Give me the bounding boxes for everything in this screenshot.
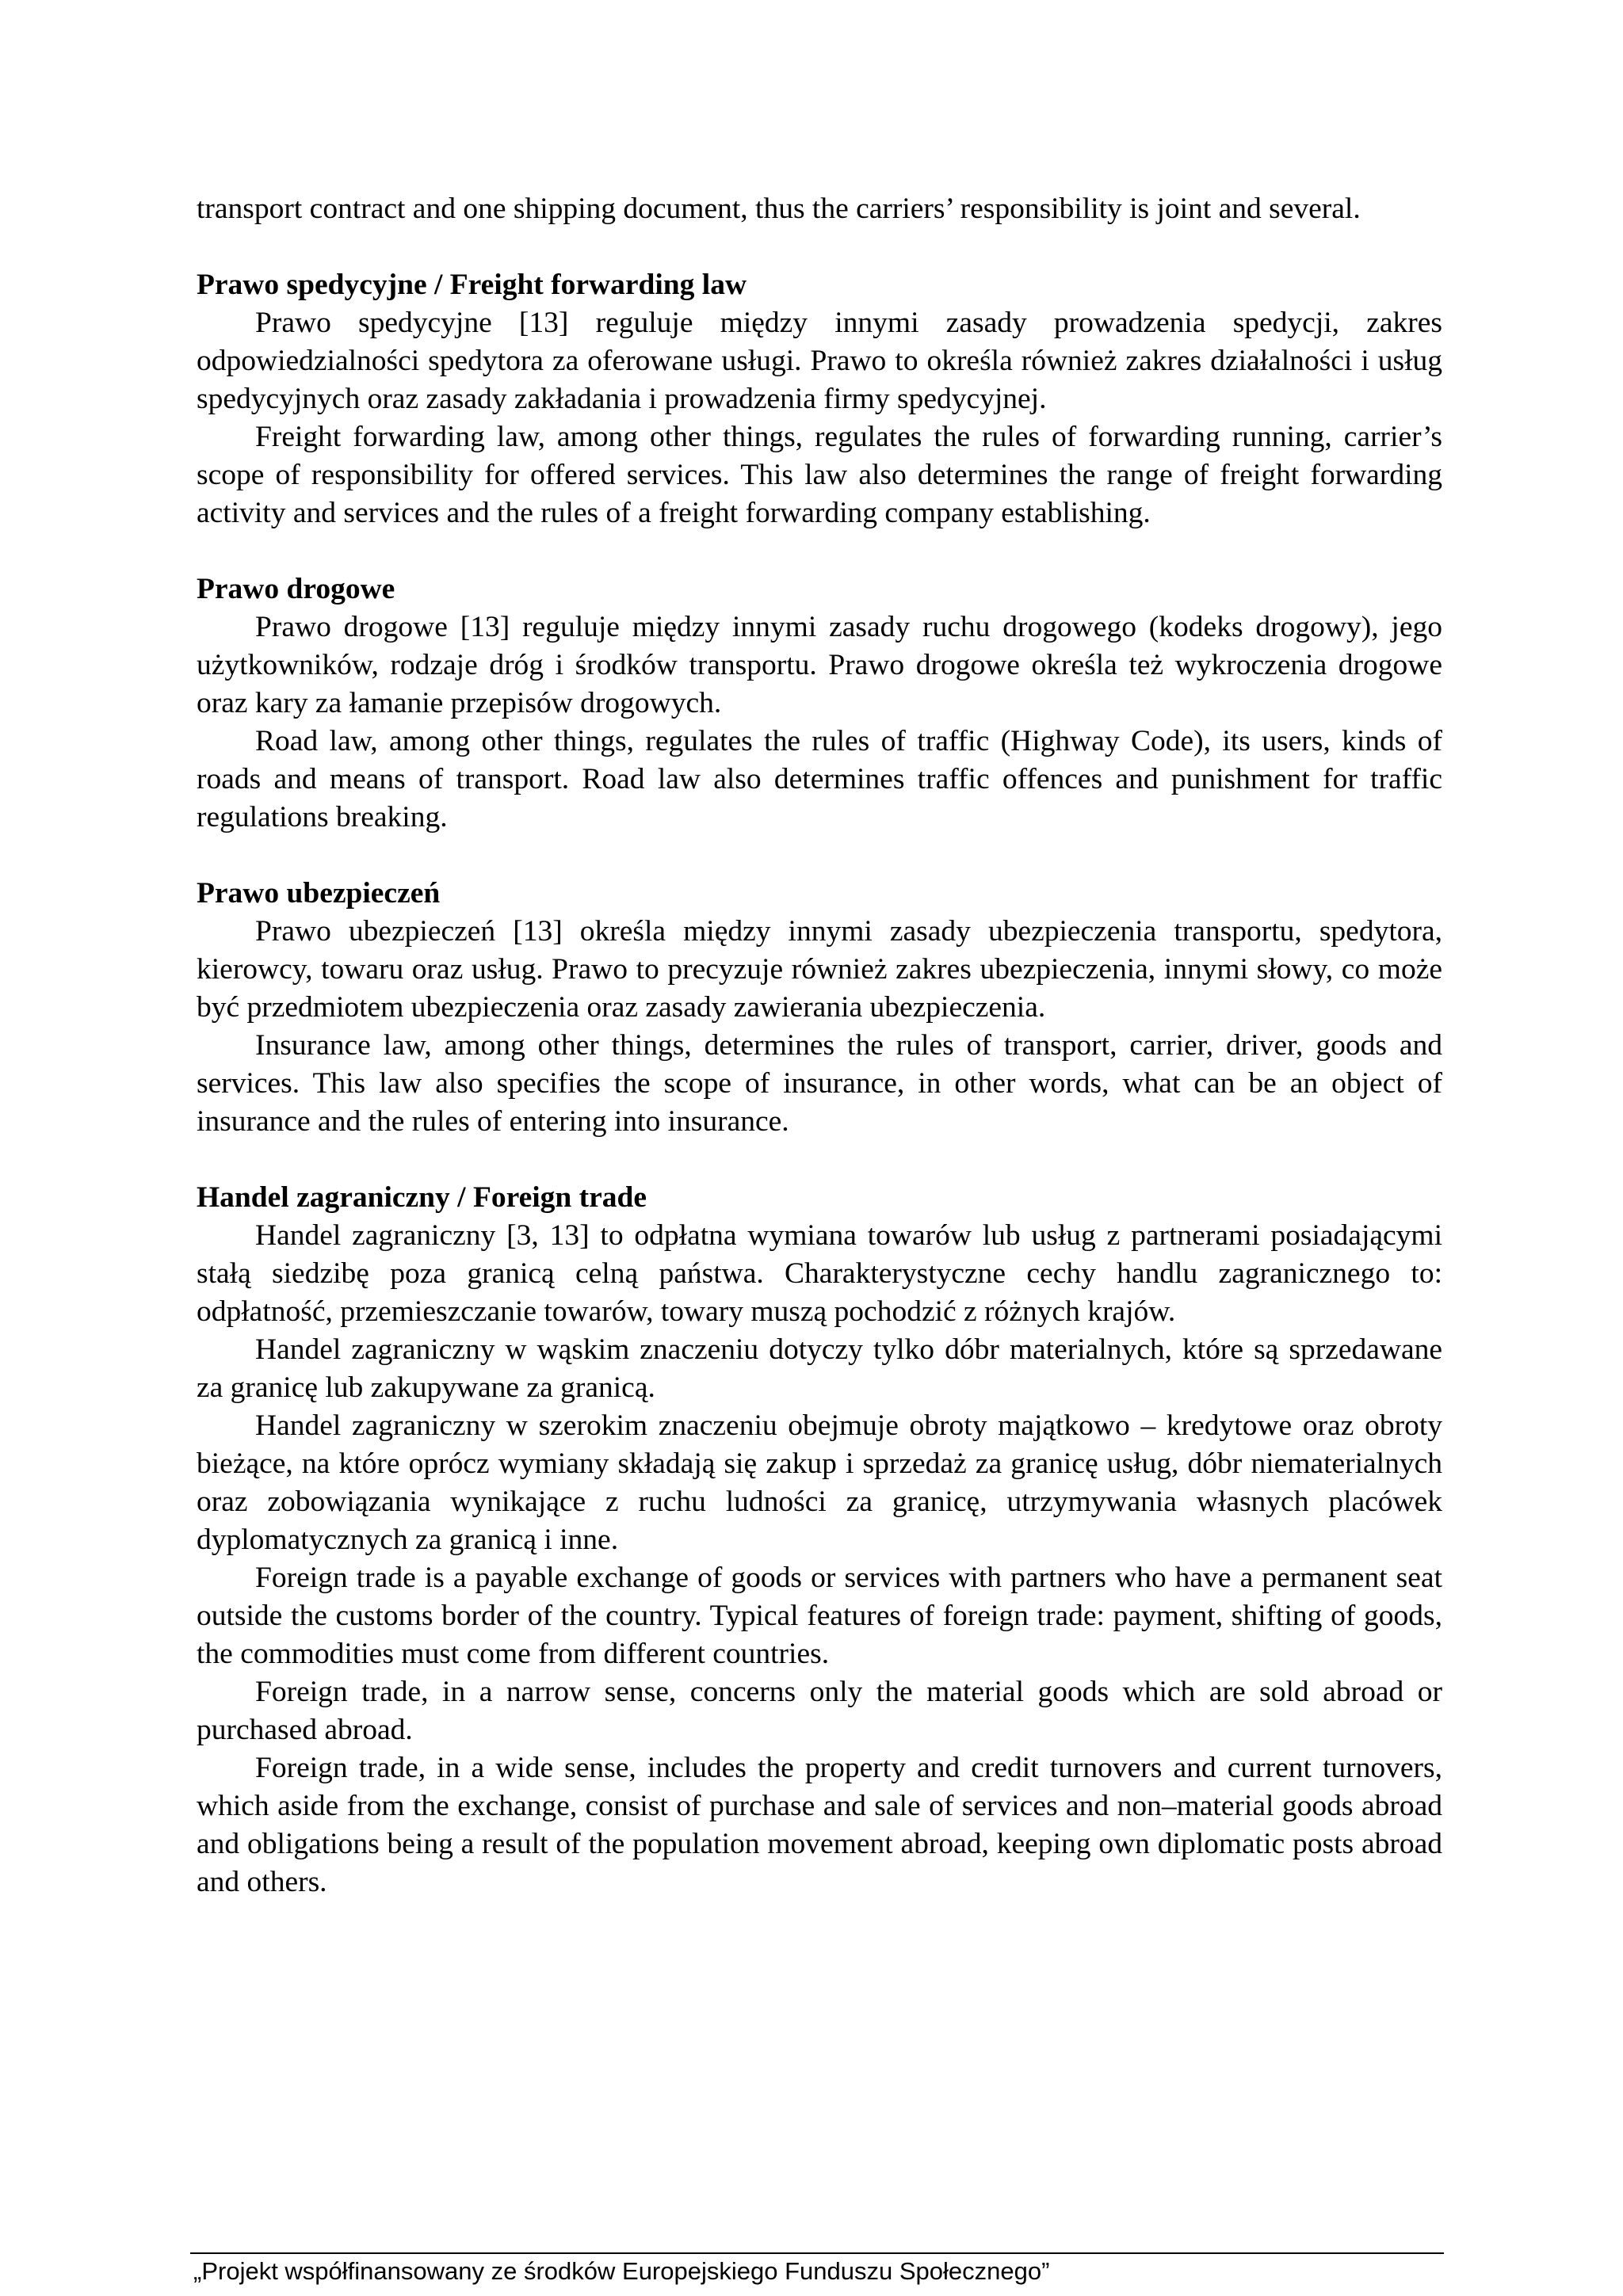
section-insurance-law [197, 875, 1442, 1141]
page-body [197, 190, 1442, 1901]
section-heading: Prawo spedycyjne / Freight forwarding law [197, 269, 747, 301]
spacer [197, 837, 1442, 875]
paragraph: Freight forwarding law, among other things, regulates the rules of forwarding running, carrier’s scope of responsibility for offered services. This law also determines the range of freight forwarding activity and services and the rules of a freight forwarding company establishing. [197, 421, 1442, 529]
paragraph: Prawo spedycyjne [13] reguluje między innymi zasady prowadzenia spedycji, zakres odpowiedzialności spedytora za oferowane usługi. Prawo to określa również zakres działalności i usług spedycyjnych oraz zasady zakładania i prowadzenia firmy spedycyjnej. [197, 307, 1442, 415]
paragraph: Foreign trade, in a narrow sense, concerns only the material goods which are sold abroad or purchased abroad. [197, 1676, 1442, 1746]
section-foreign-trade [197, 1179, 1442, 1901]
paragraph: Foreign trade is a payable exchange of goods or services with partners who have a permanent seat outside the customs border of the country. Typical features of foreign trade: payment, shifting of goods, the commodities must come from different countries. [197, 1562, 1442, 1670]
section-heading: Prawo drogowe [197, 573, 395, 605]
spacer [197, 228, 1442, 266]
section-heading: Handel zagraniczny / Foreign trade [197, 1181, 647, 1214]
paragraph: Handel zagraniczny [3, 13] to odpłatna wymiana towarów lub usług z partnerami posiadającymi stałą siedzibę poza granicą celną państwa. Charakterystyczne cechy handlu zagranicznego to: odpłatność, przemieszczanie towarów, towary muszą pochodzić z różnych krajów. [197, 1219, 1442, 1328]
paragraph: Foreign trade, in a wide sense, includes the property and credit turnovers and current turnovers, which aside from the exchange, consist of purchase and sale of services and non–material goods abroad and obligations being a result of the population movement abroad, keeping own diplomatic posts abroad and others. [197, 1752, 1442, 1898]
intro-paragraph: transport contract and one shipping document, thus the carriers’ responsibility is joint and several. [197, 193, 1361, 225]
paragraph: Road law, among other things, regulates the rules of traffic (Highway Code), its users, kinds of roads and means of transport. Road law also determines traffic offences and punishment for traffic regulations breaking. [197, 725, 1442, 833]
section-road-law [197, 570, 1442, 837]
spacer [197, 1141, 1442, 1179]
paragraph: Insurance law, among other things, determines the rules of transport, carrier, driver, goods and services. This law also specifies the scope of insurance, in other words, what can be an object of insurance and the rules of entering into insurance. [197, 1029, 1442, 1138]
paragraph: Prawo drogowe [13] reguluje między innymi zasady ruchu drogowego (kodeks drogowy), jego użytkowników, rodzaje dróg i środków transportu. Prawo drogowe określa też wykroczenia drogowe oraz kary za łamanie przepisów drogowych. [197, 611, 1442, 719]
section-freight-forwarding-law [197, 266, 1442, 532]
section-heading: Prawo ubezpieczeń [197, 877, 441, 910]
paragraph: Handel zagraniczny w szerokim znaczeniu obejmuje obroty majątkowo – kredytowe oraz obroty bieżące, na które oprócz wymiany składają się zakup i sprzedaż za granicę usług, dóbr niematerialnych oraz zobowiązania wynikające z ruchu ludności za granicę, utrzymywania własnych placówek dyplomatycznych za granicą i inne. [197, 1409, 1442, 1556]
paragraph: Handel zagraniczny w wąskim znaczeniu dotyczy tylko dóbr materialnych, które są sprzedawane za granicę lub zakupywane za granicą. [197, 1333, 1442, 1404]
footer-divider [190, 2252, 1444, 2254]
footer-funding-note: „Projekt współfinansowany ze środków Europejskiego Funduszu Społecznego” [193, 2257, 1050, 2285]
paragraph: Prawo ubezpieczeń [13] określa między innymi zasady ubezpieczenia transportu, spedytora, kierowcy, towaru oraz usług. Prawo to precyzuje również zakres ubezpieczenia, innymi słowy, co może być przedmiotem ubezpieczenia oraz zasady zawierania ubezpieczenia. [197, 915, 1442, 1024]
spacer [197, 532, 1442, 570]
